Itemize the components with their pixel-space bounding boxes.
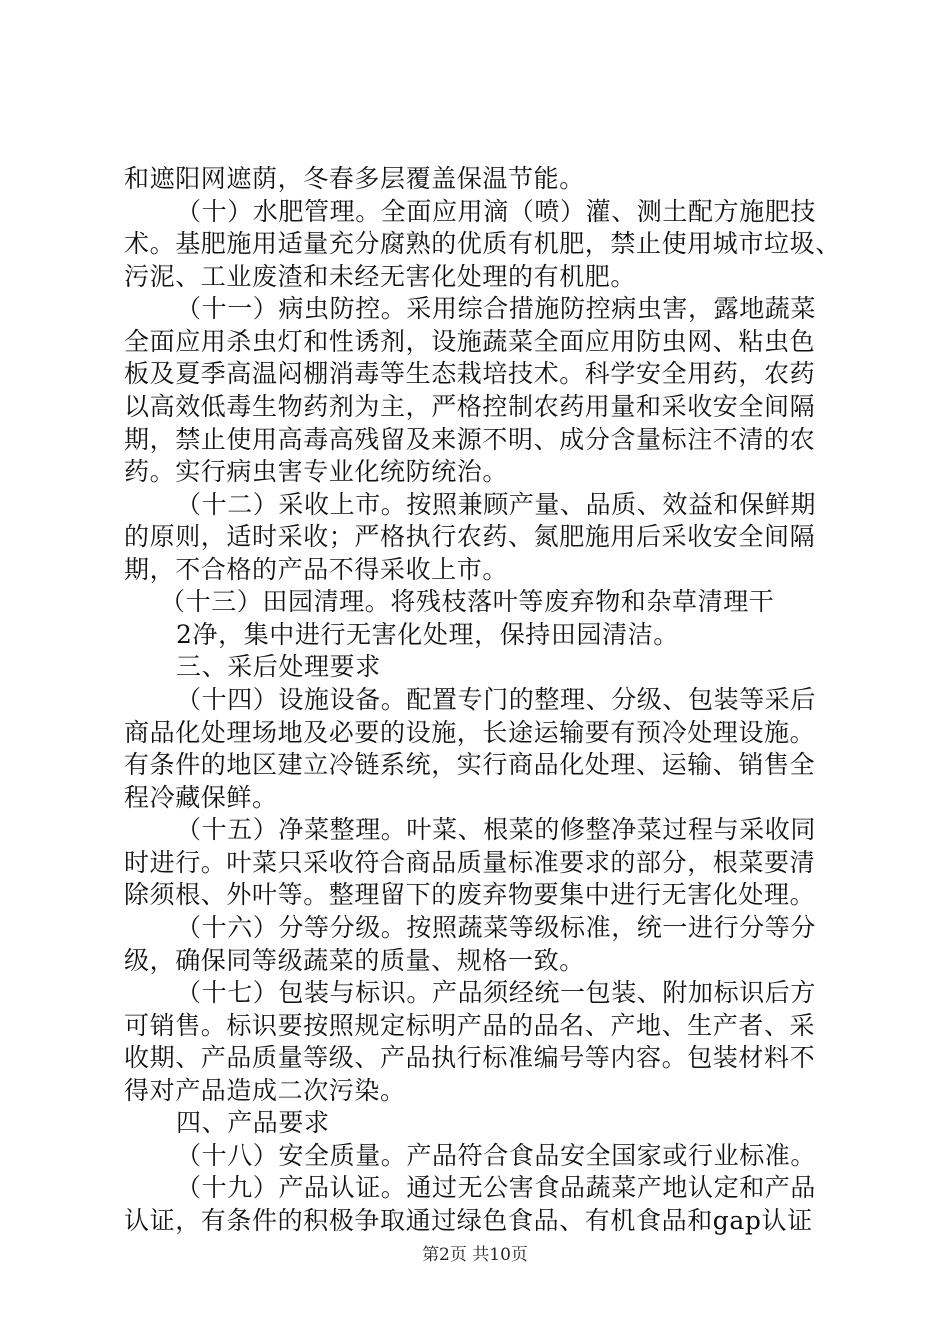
text-line: 程冷藏保鲜。	[124, 783, 278, 812]
text-line: （十一）病虫防控。采用综合措施防控病虫害，露地蔬菜	[176, 294, 817, 323]
text-line: 全面应用杀虫灯和性诱剂，设施蔬菜全面应用防虫网、粘虫色	[124, 327, 816, 356]
text-line: 商品化处理场地及必要的设施，长途运输要有预冷处理设施。	[124, 718, 816, 747]
text-line: （十四）设施设备。配置专门的整理、分级、包装等采后	[176, 685, 817, 714]
text-line: （十八）安全质量。产品符合食品安全国家或行业标准。	[176, 1141, 817, 1170]
text-line: 可销售。标识要按照规定标明产品的品名、产地、生产者、采	[124, 1011, 816, 1040]
text-line: 污泥、工业废渣和未经无害化处理的有机肥。	[124, 262, 637, 291]
page-footer: 第2页 共10页	[422, 1245, 528, 1265]
text-line: 认证，有条件的积极争取通过绿色食品、有机食品和gap认证	[124, 1206, 813, 1235]
text-line: （十五）净菜整理。叶菜、根菜的修整净菜过程与采收同	[176, 815, 817, 844]
text-line: 术。基肥施用适量充分腐熟的优质有机肥，禁止使用城市垃圾、	[124, 229, 841, 258]
text-line: 收期、产品质量等级、产品执行标准编号等内容。包装材料不	[124, 1043, 816, 1072]
text-line: 时进行。叶菜只采收符合商品质量标准要求的部分，根菜要清	[124, 848, 816, 877]
text-line: 除须根、外叶等。整理留下的废弃物要集中进行无害化处理。	[124, 880, 816, 909]
text-line: 2净，集中进行无害化处理，保持田园清洁。	[176, 620, 679, 649]
text-line: 的原则，适时采收；严格执行农药、氮肥施用后采收安全间隔	[124, 522, 816, 551]
text-line: 以高效低毒生物药剂为主，严格控制农药用量和采收安全间隔	[124, 392, 816, 421]
text-line: 得对产品造成二次污染。	[124, 1076, 406, 1105]
text-line: 有条件的地区建立冷链系统，实行商品化处理、运输、销售全	[124, 750, 816, 779]
text-line: 和遮阳网遮荫，冬春多层覆盖保温节能。	[124, 164, 585, 193]
text-line: （十六）分等分级。按照蔬菜等级标准，统一进行分等分	[176, 913, 817, 942]
text-line: 期，不合格的产品不得采收上市。	[124, 555, 509, 584]
text-line: 期，禁止使用高毒高残留及来源不明、成分含量标注不清的农	[124, 425, 816, 454]
text-line: 板及夏季高温闷棚消毒等生态栽培技术。科学安全用药，农药	[124, 359, 816, 388]
text-line: （十二）采收上市。按照兼顾产量、品质、效益和保鲜期	[176, 490, 817, 519]
text-line: 药。实行病虫害专业化统防统治。	[124, 457, 509, 486]
text-line: 级，确保同等级蔬菜的质量、规格一致。	[124, 946, 585, 975]
section-heading: 三、采后处理要求	[176, 652, 381, 681]
text-line: （十九）产品认证。通过无公害食品蔬菜产地认定和产品	[176, 1173, 817, 1202]
text-line: （十三）田园清理。将残枝落叶等废弃物和杂草清理干	[160, 587, 775, 616]
text-line: （十七）包装与标识。产品须经统一包装、附加标识后方	[176, 978, 817, 1007]
section-heading: 四、产品要求	[176, 1108, 330, 1137]
text-line: （十）水肥管理。全面应用滴（喷）灌、测土配方施肥技	[176, 197, 817, 226]
